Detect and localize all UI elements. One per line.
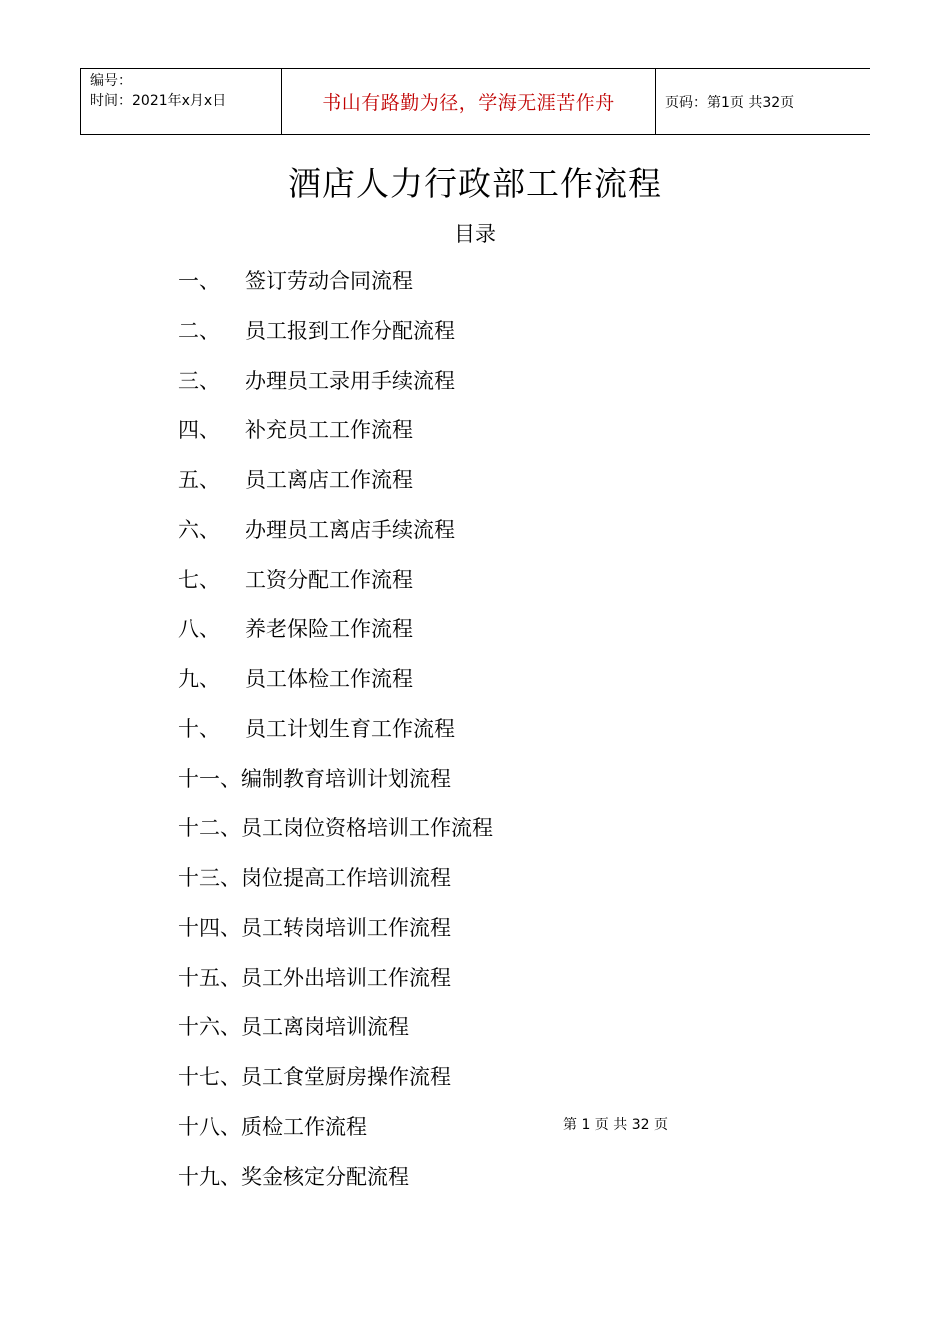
page-info: 页码：第1页 共32页	[665, 94, 795, 111]
toc-item-number: 十、	[178, 716, 220, 741]
toc-item-number: 九、	[178, 667, 220, 691]
toc-item-title: 员工体检工作流程	[245, 667, 413, 691]
toc-item	[178, 812, 493, 862]
toc-item-title: 员工离店工作流程	[245, 468, 413, 492]
toc-item-number: 十五、	[178, 965, 241, 990]
time-label: 时间：2021年x月x日	[90, 93, 227, 109]
header-motto-cell	[282, 69, 656, 134]
toc-item-title: 养老保险工作流程	[245, 617, 413, 642]
toc-item	[178, 414, 493, 464]
toc-item	[178, 763, 493, 813]
header-meta-cell	[81, 69, 282, 134]
toc-item-title: 办理员工离店手续流程	[245, 517, 455, 542]
toc-item-number: 十二、	[178, 816, 241, 841]
toc-item-number: 一、	[178, 269, 220, 293]
toc-item	[178, 464, 493, 514]
header-page-cell	[656, 69, 870, 134]
toc-item	[178, 713, 493, 763]
toc-item	[178, 365, 493, 415]
toc-item-title: 员工食堂厨房操作流程	[241, 1065, 451, 1089]
toc-item-number: 十一、	[178, 766, 241, 791]
toc-item-number: 八、	[178, 617, 220, 642]
toc-item-title: 员工岗位资格培训工作流程	[241, 816, 493, 841]
toc-item	[178, 663, 493, 713]
toc-item	[178, 514, 493, 564]
toc-item	[178, 315, 493, 365]
toc-item	[178, 1011, 493, 1061]
toc-item-title: 质检工作流程	[241, 1114, 367, 1139]
toc-item-title: 员工离岗培训流程	[241, 1015, 409, 1040]
toc-item-title: 员工外出培训工作流程	[241, 965, 451, 990]
toc-item-number: 十七、	[178, 1065, 241, 1089]
toc-item	[178, 912, 493, 962]
motto-text: 书山有路勤为径，学海无涯苦作舟	[322, 92, 615, 114]
toc-item	[178, 862, 493, 912]
toc-item-title: 岗位提高工作培训流程	[241, 866, 451, 890]
toc-item-title: 奖金核定分配流程	[241, 1164, 409, 1189]
code-label: 编号：	[90, 73, 132, 89]
toc-item-title: 员工计划生育工作流程	[245, 716, 455, 741]
table-of-contents	[178, 265, 493, 1210]
toc-item-title: 补充员工工作流程	[245, 418, 413, 443]
toc-item-number: 七、	[178, 567, 220, 592]
toc-item	[178, 613, 493, 663]
toc-item	[178, 962, 493, 1012]
toc-heading: 目录	[454, 222, 496, 246]
toc-item-title: 员工报到工作分配流程	[245, 318, 455, 343]
toc-item-number: 十三、	[178, 866, 241, 890]
page-footer: 第 1 页 共 32 页	[563, 1117, 668, 1133]
toc-item-title: 办理员工录用手续流程	[245, 368, 455, 393]
toc-item-title: 工资分配工作流程	[245, 567, 413, 592]
toc-item-number: 二、	[178, 318, 220, 343]
toc-item-number: 十九、	[178, 1164, 241, 1189]
toc-item-title: 签订劳动合同流程	[245, 269, 413, 293]
header-table	[80, 68, 870, 135]
toc-item	[178, 1111, 493, 1161]
toc-item-number: 三、	[178, 368, 220, 393]
toc-item-title: 员工转岗培训工作流程	[241, 915, 451, 940]
toc-item	[178, 1161, 493, 1211]
toc-item	[178, 265, 493, 315]
toc-item-number: 六、	[178, 517, 220, 542]
toc-item-number: 四、	[178, 418, 220, 443]
toc-item	[178, 564, 493, 614]
toc-item-number: 五、	[178, 468, 220, 492]
document-title: 酒店人力行政部工作流程	[288, 164, 662, 203]
toc-item-number: 十四、	[178, 915, 241, 940]
toc-item	[178, 1061, 493, 1111]
toc-item-title: 编制教育培训计划流程	[241, 766, 451, 791]
toc-item-number: 十六、	[178, 1015, 241, 1040]
toc-item-number: 十八、	[178, 1114, 241, 1139]
